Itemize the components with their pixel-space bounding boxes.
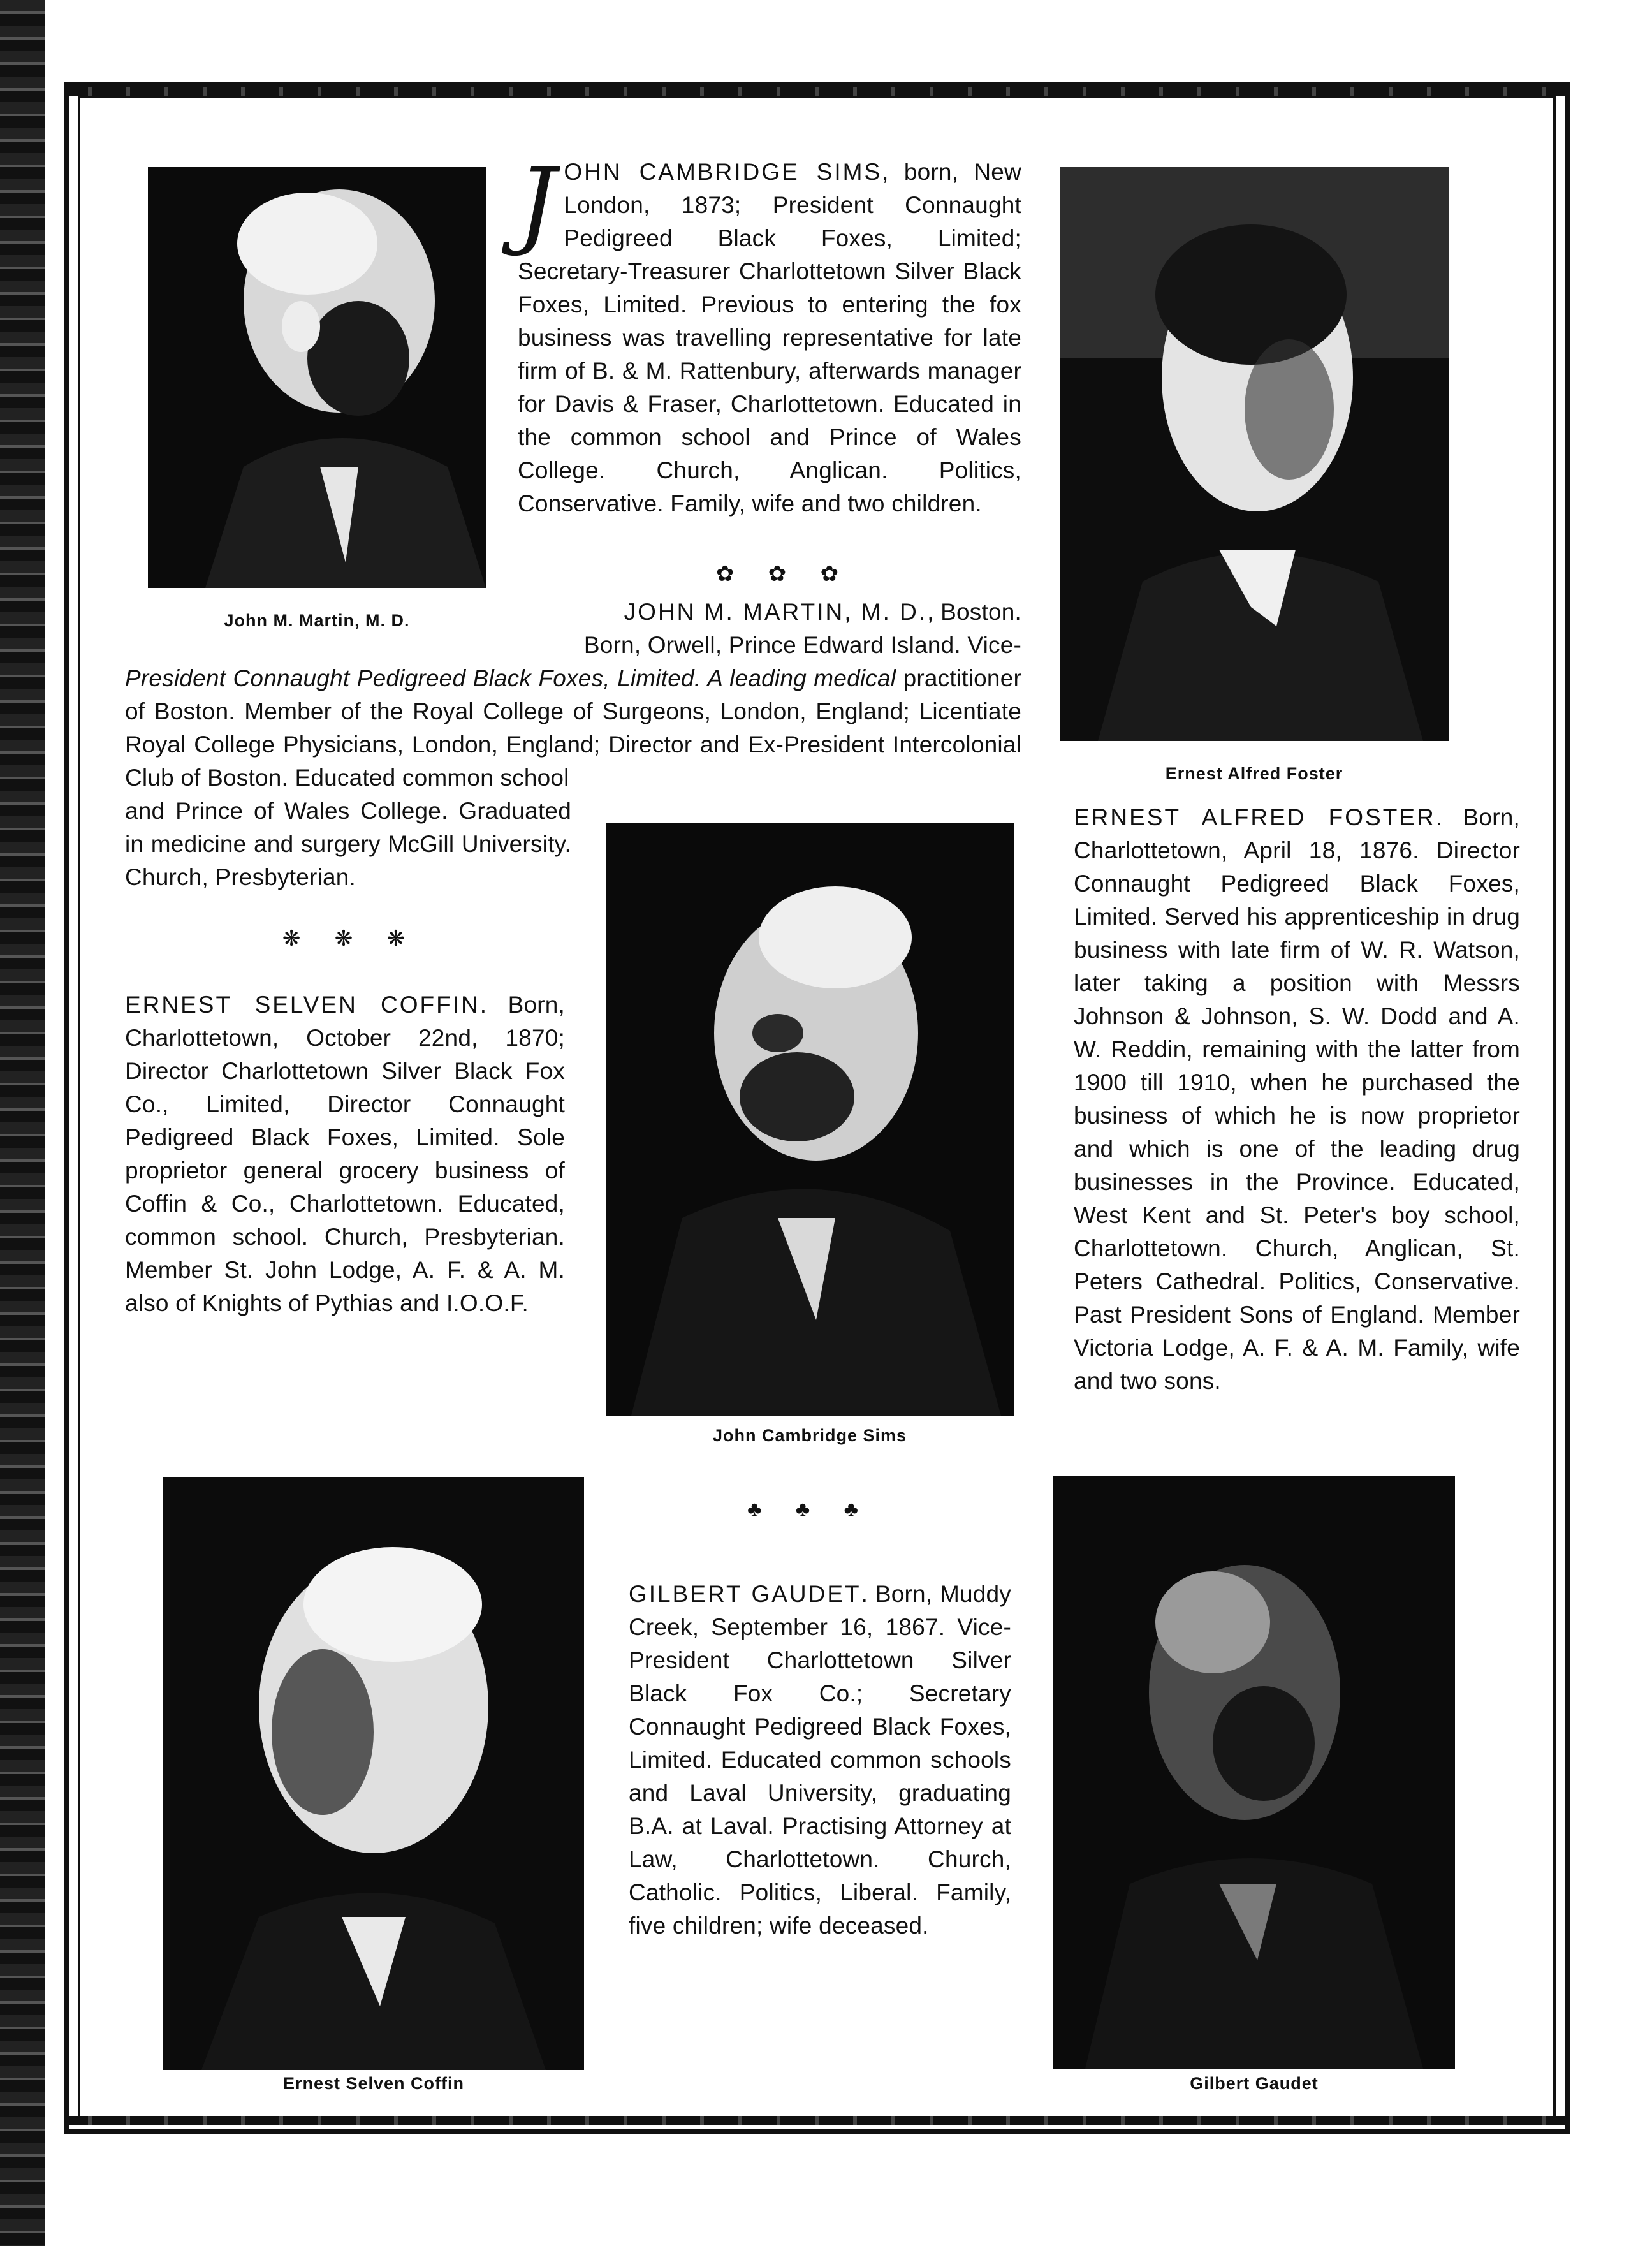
caption-coffin: Ernest Selven Coffin — [282, 2074, 465, 2093]
bio-martin-line2: Born, Orwell, Prince Edward Island. Vice- — [583, 632, 1021, 658]
bio-martin-name: JOHN M. MARTIN, M. D. — [624, 599, 928, 625]
bio-john-cambridge-sims — [518, 148, 1021, 520]
portrait-john-cambridge-sims — [606, 823, 1014, 1416]
portrait-ernest-alfred-foster — [1060, 167, 1449, 741]
bio-sims-name: OHN CAMBRIDGE SIMS — [564, 159, 882, 185]
ornament-divider: ✿ ✿ ✿ — [715, 562, 853, 586]
bio-martin-tail: and Prince of Wales College. Graduated in medicine and surgery McGill University. Church, Presbyterian. — [125, 798, 571, 890]
caption-martin: John M. Martin, M. D. — [224, 611, 410, 630]
bio-coffin-name: ERNEST SELVEN COFFIN — [125, 992, 480, 1018]
book-binding-edge — [0, 0, 45, 2246]
ornament-divider: ❋ ❋ ❋ — [282, 927, 420, 951]
bio-foster-name: ERNEST ALFRED FOSTER — [1074, 804, 1436, 830]
bio-ernest-alfred-foster — [1074, 801, 1520, 1398]
bio-martin-header: JOHN M. MARTIN, M. D., Boston. Born, Orwell, Prince Edward Island. Vice- — [583, 599, 1021, 658]
bio-gilbert-gaudet — [629, 1578, 1011, 1942]
bio-ernest-selven-coffin — [125, 988, 565, 1320]
portrait-gilbert-gaudet — [1053, 1476, 1455, 2069]
bio-martin-body — [125, 662, 1021, 795]
bio-coffin-text: . Born, Charlottetown, October 22nd, 1870; Director Charlottetown Silver Black Fox Co., Limited, Director Connaught Pedigreed Black Foxes, Limited. Sole proprietor general grocery business of Coffin & Co., Charlottetown. Educated, common school. Church, Presbyterian. Member St. John Lodge, A. F. & A. M. also of Knights of Pythias and I.O.O.F. — [125, 992, 565, 1316]
portrait-john-m-martin — [148, 167, 486, 588]
caption-gaudet: Gilbert Gaudet — [1190, 2074, 1319, 2093]
page-border-bottom-band — [69, 2116, 1565, 2125]
ornament-divider: ♣ ♣ ♣ — [747, 1497, 872, 1522]
bio-martin-main: practitioner of Boston. Member of the Royal College of Surgeons, London, England; Licentiate Royal College Physicians, London, England; Director and Ex-President Intercolonial Club of Boston. Educated common school — [125, 665, 1021, 791]
page-border-top-band — [69, 87, 1565, 96]
caption-foster: Ernest Alfred Foster — [1165, 764, 1343, 783]
bio-foster-text: . Born, Charlottetown, April 18, 1876. Director Connaught Pedigreed Black Foxes, Limited. Served his apprenticeship in drug business with late firm of W. R. Watson, later taking a position with Messrs Johnson & Johnson, S. W. Dodd and A. W. Reddin, remaining with the latter from 1900 till 1910, when he purchased the business of which he is now proprietor and which is one of the leading drug businesses in the Province. Educated, West Kent and St. Peter's boy school, Charlottetown. Church, Anglican, St. Peters Cathedral. Politics, Conservative. Past President Sons of England. Member Victoria Lodge, A. F. & A. M. Family, wife and two sons. — [1074, 804, 1520, 1394]
bio-martin-italic: President Connaught Pedigreed Black Foxes, Limited. A leading medical — [125, 665, 896, 691]
dropcap-letter: J — [518, 148, 557, 259]
bio-gaudet-text: . Born, Muddy Creek, September 16, 1867. Vice-President Charlottetown Silver Black Fox Co.; Secretary Connaught Pedigreed Black Foxes, Limited. Educated common schools and Laval University, graduating B.A. at Laval. Practising Attorney at Law, Charlottetown. Church, Catholic. Politics, Liberal. Family, five children; wife deceased. — [629, 1581, 1012, 1939]
portrait-ernest-selven-coffin — [163, 1477, 584, 2070]
bio-gaudet-name: GILBERT GAUDET — [629, 1581, 861, 1607]
caption-sims: John Cambridge Sims — [712, 1426, 907, 1445]
bio-sims-text: , born, New London, 1873; President Connaught Pedigreed Black Foxes, Limited; Secretary-Treasurer Charlottetown Silver Black Foxes, Limited. Previous to entering the fox business was travelling representative for late firm of B. & M. Rattenbury, afterwards manager for Davis & Fraser, Charlottetown. Educated in the common school and Prince of Wales College. Church, Anglican. Politics, Conservative. Family, wife and two children. — [518, 159, 1021, 517]
